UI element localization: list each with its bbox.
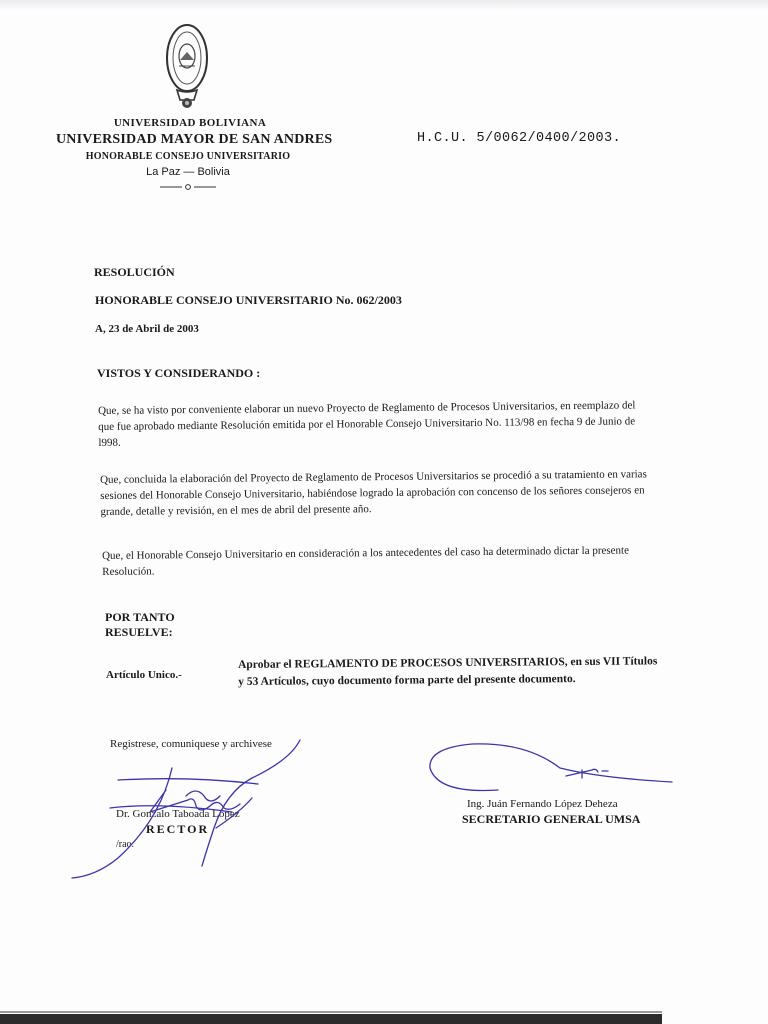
document-title: RESOLUCIÓN: [94, 265, 175, 279]
initials: /rao.: [116, 839, 135, 850]
secretary-name: Ing. Juán Fernando López Deheza: [467, 798, 618, 810]
resuelve-heading: RESUELVE:: [105, 625, 173, 639]
secretary-signature-icon: [430, 744, 672, 791]
scan-bottom-edge-line: [0, 1011, 662, 1013]
paragraph-3: Que, el Honorable Consejo Universitario en consideración a los antecedentes del caso ha determinado dictar la presente Resolución.: [102, 544, 630, 578]
document-date: A, 23 de Abril de 2003: [95, 323, 199, 335]
university-seal-icon: [164, 22, 210, 112]
secretary-title: SECRETARIO GENERAL UMSA: [462, 812, 641, 826]
article-text: Aprobar el REGLAMENTO DE PROCESOS UNIVERSITARIOS, en sus VII Títulos y 53 Artículos, cuyo documento forma parte del presente documento.: [238, 655, 658, 688]
header-university-boliviana: UNIVERSIDAD BOLIVIANA: [113, 117, 267, 129]
closing-text: Registrese, comuniquese y archivese: [110, 738, 272, 750]
header-umsa: UNIVERSIDAD MAYOR DE SAN ANDRES: [56, 132, 333, 147]
header-council: HONORABLE CONSEJO UNIVERSITARIO: [85, 151, 291, 162]
paragraph-1: Que, se ha visto por conveniente elaborar un nuevo Proyecto de Reglamento de Procesos Universitarios, en reemplazo del que fue aprobado mediante Resolución emitida por el Honorable Consejo Universitario No. 113/98 en fecha 9 de Junio de l998.: [98, 399, 636, 449]
por-tanto-heading: POR TANTO: [105, 610, 175, 624]
header-ornament-icon: [158, 180, 218, 194]
council-resolution-number: HONORABLE CONSEJO UNIVERSITARIO No. 062/2003: [95, 293, 402, 307]
scan-edge-shadow: [0, 0, 768, 10]
section-heading-vistos: VISTOS Y CONSIDERANDO :: [97, 366, 261, 380]
rector-name: Dr. Gonzalo Taboada López: [116, 808, 240, 820]
paragraph-2: Que, concluida la elaboración del Proyecto de Reglamento de Procesos Universitarios se procedió a su tratamiento en varias sesiones del Honorable Consejo Universitario, habiéndose logrado la aprobación con concenso de los señores consejeros en grande, detalle y revisión, en el mes de abril del presente año.: [100, 468, 647, 518]
rector-title: RECTOR: [146, 822, 210, 836]
reference-code: H.C.U. 5/0062/0400/2003.: [417, 131, 622, 146]
article-label: Artículo Unico.-: [106, 669, 182, 681]
scan-bottom-edge: [0, 1014, 662, 1024]
header-location: La Paz — Bolivia: [146, 166, 230, 178]
